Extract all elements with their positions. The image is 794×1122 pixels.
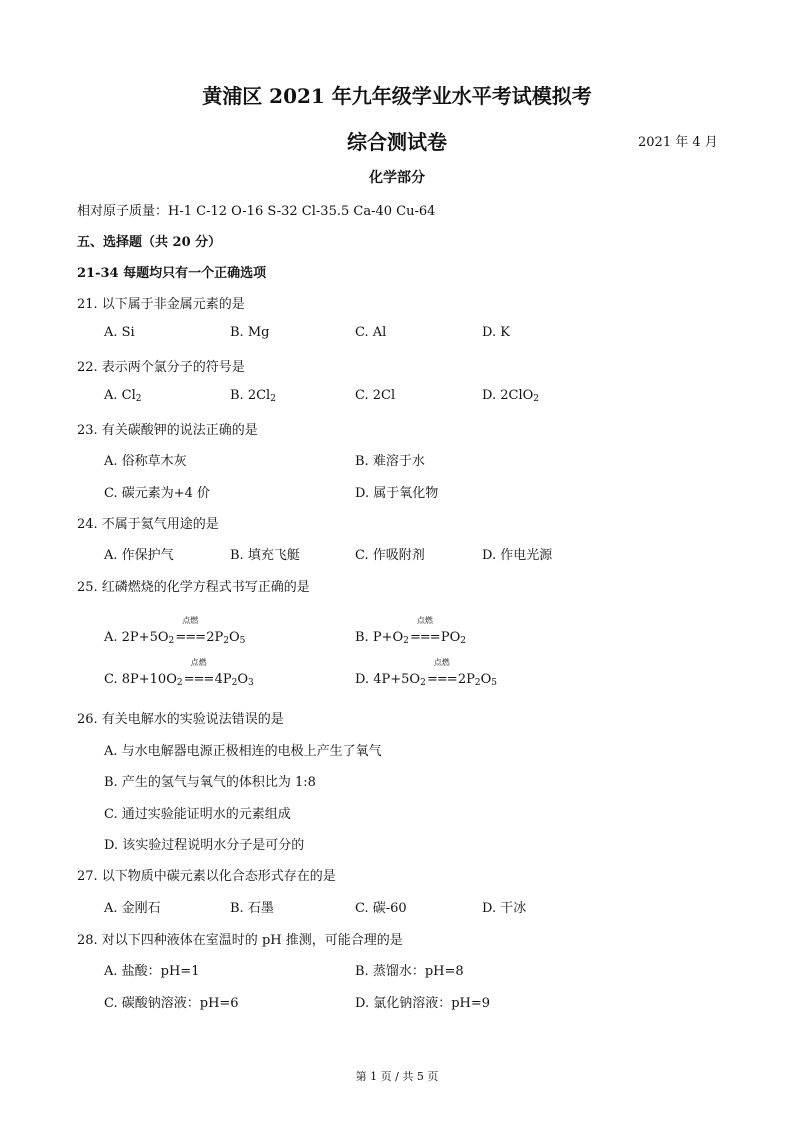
q28-option-b: B. 蒸馏水：pH=8	[355, 964, 464, 979]
q21-option-c: C. Al	[355, 325, 387, 340]
exam-date: 2021 年 4 月	[638, 135, 718, 150]
q26-option-c: C. 通过实验能证明水的元素组成	[104, 807, 291, 822]
q26-option-b: B. 产生的氢气与氧气的体积比为 1:8	[104, 775, 316, 790]
q28-option-c: C. 碳酸钠溶液：pH=6	[104, 996, 239, 1011]
q23-option-c: C. 碳元素为+4 价	[104, 486, 211, 501]
q25-option-b: B. $P+O_2$ 点燃 $===PO_2$	[355, 616, 466, 646]
reaction-arrow: 点燃 ===	[175, 616, 206, 645]
q23-option-a: A. 俗称草木灰	[104, 454, 187, 469]
q27-stem: 27. 以下物质中碳元素以化合态形式存在的是	[77, 869, 336, 884]
q21-option-a: A. Si	[104, 325, 135, 340]
q28-option-d: D. 氯化钠溶液：pH=9	[355, 996, 491, 1011]
q24-option-d: D. 作电光源	[482, 548, 553, 563]
q27-option-a: A. 金刚石	[104, 901, 161, 916]
q22-option-d: D. 2ClO$_2$	[482, 388, 539, 404]
exam-title: 黄浦区 2021 年九年级学业水平考试模拟考	[202, 84, 592, 108]
q24-stem: 24. 不属于氦气用途的是	[77, 517, 219, 532]
q21-option-d: D. K	[482, 325, 510, 340]
q22-stem: 22. 表示两个氯分子的符号是	[77, 360, 245, 375]
q26-option-a: A. 与水电解器电源正极相连的电极上产生了氧气	[104, 744, 382, 759]
reaction-arrow: 点燃 ===	[183, 658, 214, 687]
q23-option-d: D. 属于氧化物	[355, 486, 439, 501]
q21-option-b: B. Mg	[230, 325, 270, 340]
q27-option-c: C. 碳-60	[355, 901, 407, 916]
q25-stem: 25. 红磷燃烧的化学方程式书写正确的是	[77, 580, 310, 595]
q22-option-a: A. $Cl_2$	[104, 388, 142, 404]
reaction-arrow: 点燃 ===	[410, 616, 440, 645]
part-title: 化学部分	[369, 170, 425, 186]
q23-option-b: B. 难溶于水	[355, 454, 425, 469]
exam-subtitle: 综合测试卷	[347, 130, 447, 154]
q24-option-c: C. 作吸附剂	[355, 548, 425, 563]
q28-stem: 28. 对以下四种液体在室温时的 pH 推测，可能合理的是	[77, 933, 403, 948]
q22-option-b: B. $2Cl_2$	[230, 388, 276, 404]
q26-stem: 26. 有关电解水的实验说法错误的是	[77, 712, 284, 727]
section-instruction: 21-34 每题均只有一个正确选项	[77, 266, 267, 281]
q23-stem: 23. 有关碳酸钾的说法正确的是	[77, 423, 258, 438]
q22-option-c: C. 2Cl	[355, 388, 396, 403]
q24-option-b: B. 填充飞艇	[230, 548, 300, 563]
q25-option-a: A. $2P+5O_2$ 点燃 $===2P_2O_5$	[104, 616, 246, 646]
q21-stem: 21. 以下属于非金属元素的是	[77, 297, 245, 312]
atomic-masses: 相对原子质量：H-1 C-12 O-16 S-32 Cl-35.5 Ca-40 Cu-64	[77, 204, 436, 219]
q24-option-a: A. 作保护气	[104, 548, 174, 563]
reaction-arrow: 点燃 ===	[426, 658, 457, 687]
q27-option-d: D. 干冰	[482, 901, 527, 916]
q26-option-d: D. 该实验过程说明水分子是可分的	[104, 838, 305, 853]
q25-option-c: C. $8P+10O_2$ 点燃 $===4P_2O_3$	[104, 658, 254, 688]
q28-option-a: A. 盐酸：pH=1	[104, 964, 200, 979]
q25-option-d: D. $4P+5O_2$ 点燃 $===2P_2O_5$	[355, 658, 497, 688]
section-title: 五、选择题（共 20 分）	[77, 235, 222, 250]
q27-option-b: B. 石墨	[230, 901, 274, 916]
page-footer: 第 1 页 / 共 5 页	[355, 1070, 439, 1083]
